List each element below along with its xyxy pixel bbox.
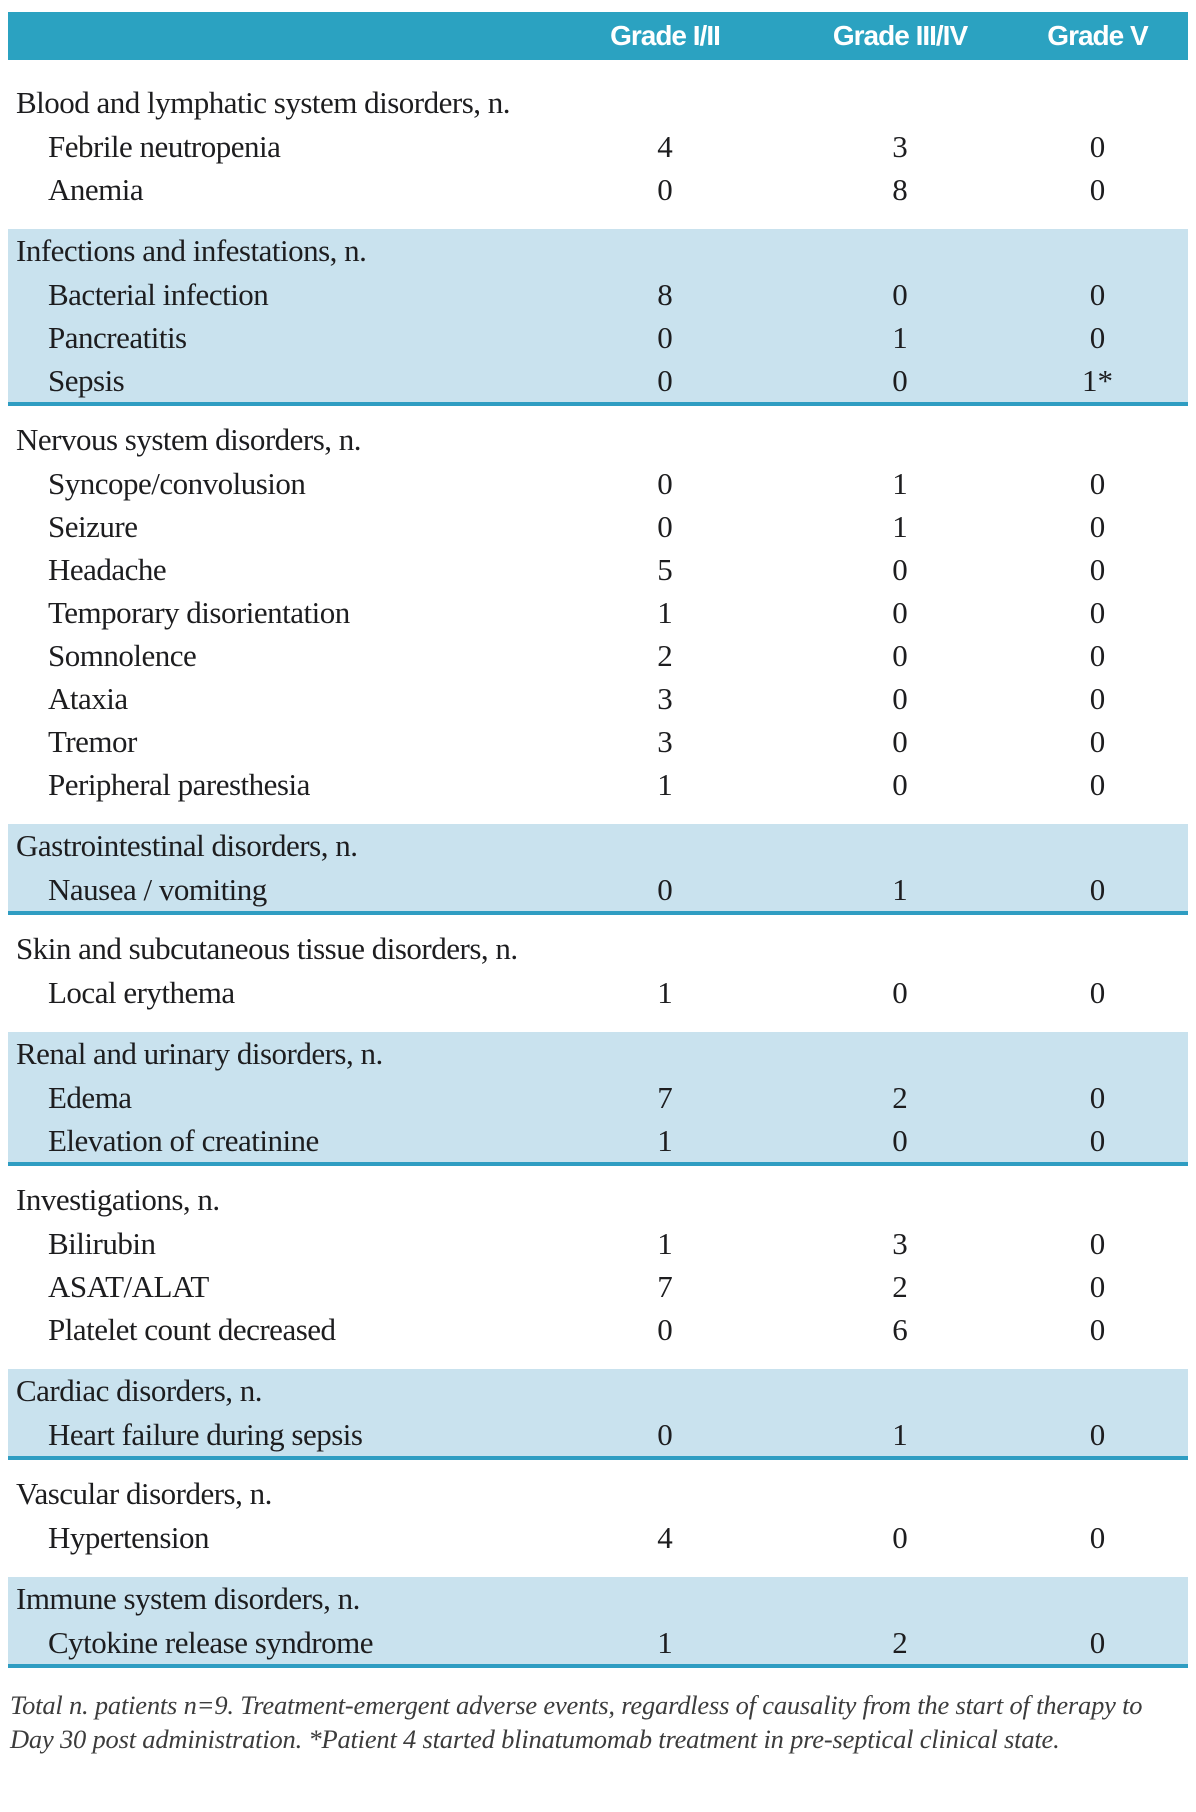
grade-1-2-value: 1 — [657, 766, 673, 802]
table-row — [8, 677, 1188, 720]
table-row — [8, 591, 1188, 634]
grade-3-4-value: 8 — [892, 171, 908, 207]
row-label: Nausea / vomiting — [48, 871, 267, 907]
grade-1-2-value: 0 — [657, 1416, 673, 1452]
grade-3-4-value: 0 — [892, 362, 908, 398]
table-section — [8, 927, 1188, 1014]
row-label: Sepsis — [48, 362, 125, 398]
grade-1-2-value: 0 — [657, 465, 673, 501]
grade-1-2-value: 0 — [657, 508, 673, 544]
row-label: Ataxia — [48, 680, 128, 716]
grade-5-value: 0 — [1089, 680, 1106, 716]
grade-1-2-value: 7 — [657, 1079, 673, 1115]
table-row — [8, 359, 1188, 402]
grade-3-4-value: 0 — [892, 551, 908, 587]
grade-5-value: 0 — [1089, 171, 1106, 207]
table-row — [8, 763, 1188, 806]
table-row — [8, 1119, 1188, 1162]
grade-1-2-value: 1 — [657, 1624, 673, 1660]
grade-3-4-value: 1 — [892, 319, 908, 355]
row-label: Syncope/convolusion — [48, 465, 306, 501]
section-title: Skin and subcutaneous tissue disorders, n. — [16, 931, 518, 966]
row-label: Hypertension — [48, 1519, 210, 1555]
grade-5-value: 0 — [1089, 1079, 1106, 1115]
table-section — [8, 229, 1188, 406]
grade-1-2-value: 3 — [657, 680, 673, 716]
row-label: Tremor — [48, 723, 137, 759]
adverse-events-table-page — [0, 12, 1196, 1812]
grade-5-value: 0 — [1089, 1624, 1106, 1660]
grade-5-value: 0 — [1089, 465, 1106, 501]
section-title: Investigations, n. — [16, 1182, 220, 1217]
grade-3-4-value: 6 — [892, 1311, 908, 1347]
grade-1-2-value: 3 — [657, 723, 673, 759]
grade-1-2-value: 7 — [657, 1268, 673, 1304]
row-label: Anemia — [48, 171, 144, 207]
grade-5-value: 0 — [1089, 319, 1106, 355]
grade-5-value: 0 — [1089, 551, 1106, 587]
grade-5-value: 1* — [1082, 362, 1113, 398]
grade-5-value: 0 — [1089, 128, 1106, 164]
table-section — [8, 1369, 1188, 1460]
table-row — [8, 1621, 1188, 1664]
grade-5-value: 0 — [1089, 1519, 1106, 1555]
table-row — [8, 1222, 1188, 1265]
table-row — [8, 273, 1188, 316]
table-row — [8, 1265, 1188, 1308]
row-label: Bacterial infection — [48, 276, 269, 312]
grade-1-2-value: 1 — [657, 1122, 673, 1158]
section-title: Vascular disorders, n. — [16, 1476, 272, 1511]
row-label: Headache — [48, 551, 167, 587]
section-title: Blood and lymphatic system disorders, n. — [16, 85, 511, 120]
grade-3-4-value: 1 — [892, 508, 908, 544]
column-header-grade-5: Grade V — [1047, 20, 1148, 51]
column-header-grade-3-4: Grade III/IV — [832, 20, 968, 51]
grade-1-2-value: 5 — [657, 551, 673, 587]
grade-1-2-value: 0 — [657, 319, 673, 355]
grade-1-2-value: 0 — [657, 171, 673, 207]
table-row — [8, 1413, 1188, 1456]
row-label: Heart failure during sepsis — [48, 1416, 363, 1452]
grade-5-value: 0 — [1089, 766, 1106, 802]
section-title: Gastrointestinal disorders, n. — [16, 828, 358, 863]
grade-1-2-value: 1 — [657, 1225, 673, 1261]
grade-5-value: 0 — [1089, 276, 1106, 312]
table-footnote: Total n. patients n=9. Treatment-emergent adverse events, regardless of causality from the start of therapy to Day 30 post administration. *Patient 4 started blinatumomab treatment in pre-septical clinical state. — [10, 1690, 1143, 1754]
grade-1-2-value: 0 — [657, 871, 673, 907]
section-title: Renal and urinary disorders, n. — [16, 1036, 383, 1071]
row-label: Elevation of creatinine — [48, 1122, 319, 1158]
grade-5-value: 0 — [1089, 1268, 1106, 1304]
grade-3-4-value: 3 — [892, 1225, 908, 1261]
table-section — [8, 1472, 1188, 1559]
row-label: Local erythema — [48, 974, 235, 1010]
table-section — [8, 1577, 1188, 1668]
table-row — [8, 316, 1188, 359]
table-row — [8, 1076, 1188, 1119]
grade-1-2-value: 4 — [657, 128, 673, 164]
grade-3-4-value: 0 — [892, 594, 908, 630]
grade-1-2-value: 8 — [657, 276, 673, 312]
grade-5-value: 0 — [1089, 1122, 1106, 1158]
table-row — [8, 634, 1188, 677]
grade-3-4-value: 1 — [892, 871, 908, 907]
grade-1-2-value: 1 — [657, 594, 673, 630]
grade-1-2-value: 0 — [657, 362, 673, 398]
section-title: Infections and infestations, n. — [16, 233, 367, 268]
row-label: Somnolence — [48, 637, 197, 673]
table-row — [8, 125, 1188, 168]
grade-5-value: 0 — [1089, 1225, 1106, 1261]
row-label: Temporary disorientation — [48, 594, 350, 630]
table-row — [8, 548, 1188, 591]
row-label: Cytokine release syndrome — [48, 1624, 373, 1660]
row-label: ASAT/ALAT — [48, 1268, 209, 1304]
table-section — [8, 81, 1188, 211]
grade-3-4-value: 2 — [892, 1624, 908, 1660]
row-label: Febrile neutropenia — [48, 128, 281, 164]
row-label: Pancreatitis — [48, 319, 187, 355]
table-row — [8, 1308, 1188, 1351]
table-header-row — [8, 12, 1188, 60]
grade-3-4-value: 1 — [892, 1416, 908, 1452]
grade-1-2-value: 0 — [657, 1311, 673, 1347]
row-label: Bilirubin — [48, 1225, 156, 1261]
row-label: Edema — [48, 1079, 132, 1115]
row-label: Peripheral paresthesia — [48, 766, 310, 802]
grade-3-4-value: 0 — [892, 766, 908, 802]
grade-5-value: 0 — [1089, 637, 1106, 673]
table-row — [8, 971, 1188, 1014]
section-title: Cardiac disorders, n. — [16, 1373, 263, 1408]
grade-3-4-value: 0 — [892, 276, 908, 312]
grade-1-2-value: 2 — [657, 637, 673, 673]
grade-3-4-value: 2 — [892, 1268, 908, 1304]
table-section — [8, 418, 1188, 806]
section-title: Nervous system disorders, n. — [16, 422, 362, 457]
grade-3-4-value: 0 — [892, 974, 908, 1010]
grade-5-value: 0 — [1089, 723, 1106, 759]
row-label: Platelet count decreased — [48, 1311, 336, 1347]
table-row — [8, 168, 1188, 211]
table-section — [8, 824, 1188, 915]
grade-5-value: 0 — [1089, 871, 1106, 907]
table-section — [8, 1178, 1188, 1351]
grade-3-4-value: 2 — [892, 1079, 908, 1115]
grade-5-value: 0 — [1089, 594, 1106, 630]
table-row — [8, 720, 1188, 763]
grade-3-4-value: 0 — [892, 680, 908, 716]
table-section — [8, 1032, 1188, 1166]
column-header-grade-1-2: Grade I/II — [610, 20, 720, 51]
grade-1-2-value: 4 — [657, 1519, 673, 1555]
table-body — [8, 81, 1188, 1668]
section-title: Immune system disorders, n. — [16, 1581, 360, 1616]
grade-3-4-value: 0 — [892, 637, 908, 673]
grade-5-value: 0 — [1089, 508, 1106, 544]
grade-5-value: 0 — [1089, 974, 1106, 1010]
row-label: Seizure — [48, 508, 138, 544]
grade-5-value: 0 — [1089, 1311, 1106, 1347]
grade-3-4-value: 0 — [892, 1122, 908, 1158]
grade-5-value: 0 — [1089, 1416, 1106, 1452]
table-row — [8, 868, 1188, 911]
table-row — [8, 505, 1188, 548]
grade-3-4-value: 0 — [892, 1519, 908, 1555]
grade-3-4-value: 3 — [892, 128, 908, 164]
grade-1-2-value: 1 — [657, 974, 673, 1010]
table-row — [8, 462, 1188, 505]
table-row — [8, 1516, 1188, 1559]
grade-3-4-value: 1 — [892, 465, 908, 501]
grade-3-4-value: 0 — [892, 723, 908, 759]
